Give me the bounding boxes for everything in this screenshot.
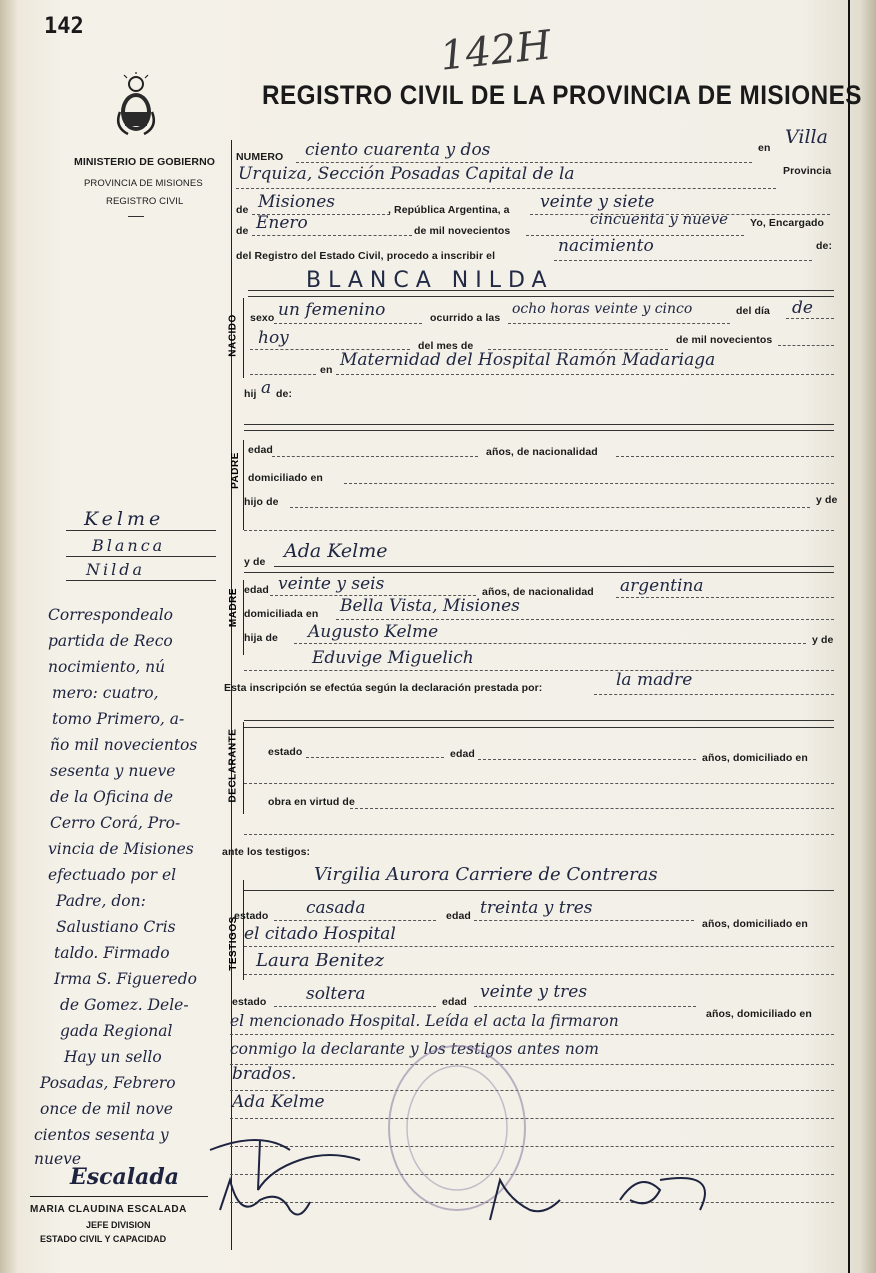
section-label-declarante: DECLARANTE	[227, 728, 239, 803]
section-label-madre: MADRE	[228, 587, 240, 628]
line-declarante	[594, 694, 834, 695]
value-provincia: Misiones	[258, 192, 335, 212]
line-decl-obra	[350, 808, 834, 809]
label-del-registro: del Registro del Estado Civil, procedo a inscribir el	[236, 250, 496, 262]
value-madre-dom: Bella Vista, Misiones	[340, 596, 520, 616]
label-sexo: sexo	[250, 312, 275, 324]
value-t1-dom: el citado Hospital	[244, 924, 396, 944]
line-firma-1	[230, 1118, 834, 1119]
label-madre-hija-de: hija de	[244, 632, 278, 644]
margin-line: de Gomez. Dele-	[60, 996, 189, 1014]
value-mes: Enero	[256, 213, 308, 233]
line-t1-dom	[244, 946, 834, 947]
margin-line: Kelme	[84, 508, 165, 530]
line-dia-nac	[786, 318, 834, 319]
margin-line: taldo. Firmado	[54, 944, 170, 962]
value-anio: cincuenta y nueve	[590, 210, 728, 228]
margin-line: nocimiento, nú	[48, 658, 166, 676]
section-label-padre: PADRE	[229, 452, 241, 489]
label-padre-domiciliado: domiciliado en	[248, 472, 323, 484]
margin-line: nueve	[34, 1150, 82, 1168]
margin-line: Posadas, Febrero	[40, 1074, 176, 1092]
nacido-rule	[243, 298, 244, 378]
label-padre-anos-nac: años, de nacionalidad	[486, 446, 598, 458]
label-ante-testigos: ante los testigos:	[222, 846, 311, 858]
value-nombre: BLANCA NILDA	[306, 268, 554, 293]
signer-name-stamp: MARIA CLAUDINA ESCALADA	[30, 1204, 187, 1215]
line-madre-nombre-b	[244, 572, 834, 573]
value-dia: veinte y siete	[540, 192, 655, 212]
label-yo-encargado: Yo, Encargado	[750, 217, 825, 229]
line-testigo-1	[244, 890, 834, 891]
margin-line: Cerro Corá, Pro-	[50, 814, 181, 832]
label-del-dia: del día	[736, 305, 770, 317]
label-de-hija: de:	[276, 388, 293, 400]
label-t2-edad: edad	[442, 996, 467, 1008]
label-madre-y-de-2: y de	[812, 634, 834, 646]
line-testigo-2	[244, 974, 834, 975]
label-ocurrido: ocurrido a las	[430, 312, 501, 324]
label-decl-edad: edad	[450, 748, 475, 760]
margin-line: gada Regional	[60, 1022, 173, 1040]
line-padre-nac	[616, 456, 834, 457]
declarante-rule	[243, 722, 244, 814]
coat-of-arms-icon	[114, 72, 158, 138]
signatures-scribble	[200, 1130, 840, 1240]
margin-line: sesenta y nueve	[50, 762, 176, 780]
line-t2-edad	[474, 1006, 696, 1007]
margin-line: Nilda	[86, 560, 146, 579]
value-tipo-acta: nacimiento	[558, 236, 654, 256]
value-madre-edad: veinte y seis	[278, 574, 385, 594]
label-madre-anos-nac: años, de nacionalidad	[482, 586, 594, 598]
line-t1-estado	[274, 920, 436, 921]
value-lugar-2: Urquiza, Sección Posadas Capital de la	[238, 164, 575, 184]
value-hija-letra: a	[261, 378, 272, 398]
line-padre-edad	[272, 456, 478, 457]
section-label-testigos: TESTIGOS	[227, 916, 239, 971]
line-abuelo	[294, 643, 806, 644]
label-madre-domiciliada: domiciliada en	[244, 608, 319, 620]
line-hora	[508, 323, 730, 324]
margin-line: efectuado por el	[48, 866, 177, 884]
ministry-divider	[128, 216, 144, 217]
value-numero: ciento cuarenta y dos	[305, 140, 491, 160]
line-nombre-bottom	[248, 296, 834, 297]
line-nombre-top	[248, 290, 834, 291]
line-madre-dom	[336, 619, 834, 620]
line-t2-estado	[274, 1006, 436, 1007]
label-t1-anos-dom: años, domiciliado en	[702, 918, 808, 930]
label-de-mes: de	[236, 225, 249, 237]
line-hija-1	[244, 424, 834, 425]
margin-line: Padre, don:	[56, 892, 146, 910]
line-lugar-nac-a	[250, 374, 316, 375]
margin-line: de la Oficina de	[50, 788, 174, 806]
margin-line: Correspondealo	[48, 606, 173, 624]
label-decl-obra: obra en virtud de	[268, 796, 355, 808]
line-cierre-2	[230, 1090, 834, 1091]
value-madre-nac: argentina	[620, 576, 704, 596]
label-de-mil-2: de mil novecientos	[676, 334, 773, 346]
margin-line: ño mil novecientos	[50, 736, 198, 754]
label-de-colon: de:	[816, 240, 833, 252]
label-t1-edad: edad	[446, 910, 471, 922]
line-lugar-nac-b	[336, 374, 834, 375]
label-de-provincia: de	[236, 204, 249, 216]
label-republica: , República Argentina, a	[388, 204, 510, 216]
line-cierre-1	[230, 1064, 834, 1065]
page-right-rule	[848, 0, 850, 1273]
label-madre-edad: edad	[244, 584, 269, 596]
label-provincia: Provincia	[783, 165, 832, 177]
record-number-handwritten: 142H	[437, 22, 554, 80]
line-padre-dom	[344, 483, 834, 484]
ministry-line-1: MINISTERIO DE GOBIERNO	[74, 156, 216, 168]
page-number: 142	[44, 14, 84, 39]
margin-line: Salustiano Cris	[56, 918, 176, 936]
margin-line: tomo Primero, a-	[52, 710, 185, 728]
line-decl-obra-2	[244, 834, 834, 835]
margin-underline	[66, 556, 216, 557]
value-testigo-1: Virgilia Aurora Carriere de Contreras	[314, 864, 658, 885]
label-hij: hij	[244, 388, 257, 400]
value-firma-madre: Ada Kelme	[232, 1092, 325, 1112]
value-cierre-1: conmigo la declarante y los testigos antes nom	[230, 1040, 599, 1058]
label-t2-estado: estado	[232, 996, 267, 1008]
line-sexo	[274, 323, 422, 324]
label-inscripcion: Esta inscripción se efectúa según la declaración prestada por:	[224, 682, 543, 694]
line-mes-nac-c	[778, 345, 834, 346]
line-hija-2	[244, 430, 834, 431]
line-abuela	[244, 670, 834, 671]
padre-rule	[243, 440, 244, 530]
value-abuelo: Augusto Kelme	[308, 622, 439, 642]
label-padre-y-de: y de	[816, 494, 838, 506]
value-t2-dom: el mencionado Hospital. Leída el acta la firmaron	[230, 1012, 619, 1030]
label-padre-hijo-de: hijo de	[244, 496, 279, 508]
margin-signature-line	[30, 1196, 208, 1197]
label-de-mil: de mil novecientos	[414, 225, 511, 237]
margin-line: partida de Reco	[48, 632, 173, 650]
line-mes	[252, 235, 412, 236]
value-t2-edad: veinte y tres	[480, 982, 588, 1002]
label-madre-y-de: y de	[244, 556, 266, 568]
value-madre-nombre: Ada Kelme	[284, 540, 388, 562]
value-mes-nac: hoy	[258, 328, 289, 348]
margin-line: vincia de Misiones	[48, 840, 194, 858]
label-decl-estado: estado	[268, 746, 303, 758]
label-numero: NUMERO	[236, 151, 284, 163]
label-t1-estado: estado	[234, 910, 269, 922]
value-testigo-2: Laura Benitez	[256, 950, 384, 971]
value-t1-estado: casada	[306, 898, 366, 918]
ministry-line-2: PROVINCIA DE MISIONES	[84, 178, 203, 189]
line-lugar-2	[236, 188, 776, 189]
signer-division-stamp: ESTADO CIVIL Y CAPACIDAD	[40, 1234, 167, 1244]
margin-line: Irma S. Figueredo	[54, 970, 197, 988]
line-tipo-acta	[554, 260, 812, 261]
line-padre-hijo-de	[290, 507, 810, 508]
line-numero	[296, 162, 752, 163]
label-del-mes: del mes de	[418, 340, 474, 352]
value-lugar-nac: Maternidad del Hospital Ramón Madariaga	[340, 350, 716, 370]
margin-line: mero: cuatro,	[52, 684, 159, 702]
label-en-lugar: en	[320, 364, 333, 376]
line-decl-edad	[478, 759, 696, 760]
section-label-nacido: NACIDO	[227, 314, 239, 357]
value-t1-edad: treinta y tres	[480, 898, 593, 918]
value-t2-estado: soltera	[306, 984, 366, 1004]
value-lugar-1: Villa	[785, 126, 828, 148]
value-dia-nac: de	[792, 298, 813, 318]
line-decl-dom	[244, 783, 834, 784]
margin-line: cientos sesenta y	[34, 1126, 169, 1144]
label-padre-edad: edad	[248, 444, 273, 456]
value-cierre-2: brados.	[232, 1064, 297, 1084]
line-declarante-2	[244, 720, 834, 721]
signer-role-stamp: JEFE DIVISION	[86, 1220, 151, 1230]
margin-underline	[66, 580, 216, 581]
margin-line: Hay un sello	[64, 1048, 162, 1066]
value-sexo: un femenino	[278, 300, 386, 320]
page-title: REGISTRO CIVIL DE LA PROVINCIA DE MISIONES	[262, 80, 862, 110]
margin-line: Blanca	[92, 536, 166, 555]
value-abuela: Eduvige Miguelich	[312, 648, 474, 668]
line-declarante-3	[244, 727, 834, 728]
label-en: en	[758, 142, 771, 154]
margin-line: once de mil nove	[40, 1100, 173, 1118]
label-decl-anos-dom: años, domiciliado en	[702, 752, 808, 764]
value-hora: ocho horas veinte y cinco	[512, 301, 693, 317]
margin-signature: Escalada	[70, 1164, 180, 1190]
line-madre-nombre-a	[274, 566, 834, 567]
line-t2-dom	[230, 1034, 834, 1035]
ministry-line-3: REGISTRO CIVIL	[106, 196, 184, 207]
margin-underline	[66, 530, 216, 531]
line-decl-estado	[306, 757, 444, 758]
line-t1-edad	[474, 920, 694, 921]
label-t2-anos-dom: años, domiciliado en	[706, 1008, 812, 1020]
line-padre-y-de	[244, 530, 834, 531]
line-madre-nac	[616, 597, 834, 598]
value-declarante: la madre	[616, 670, 693, 690]
